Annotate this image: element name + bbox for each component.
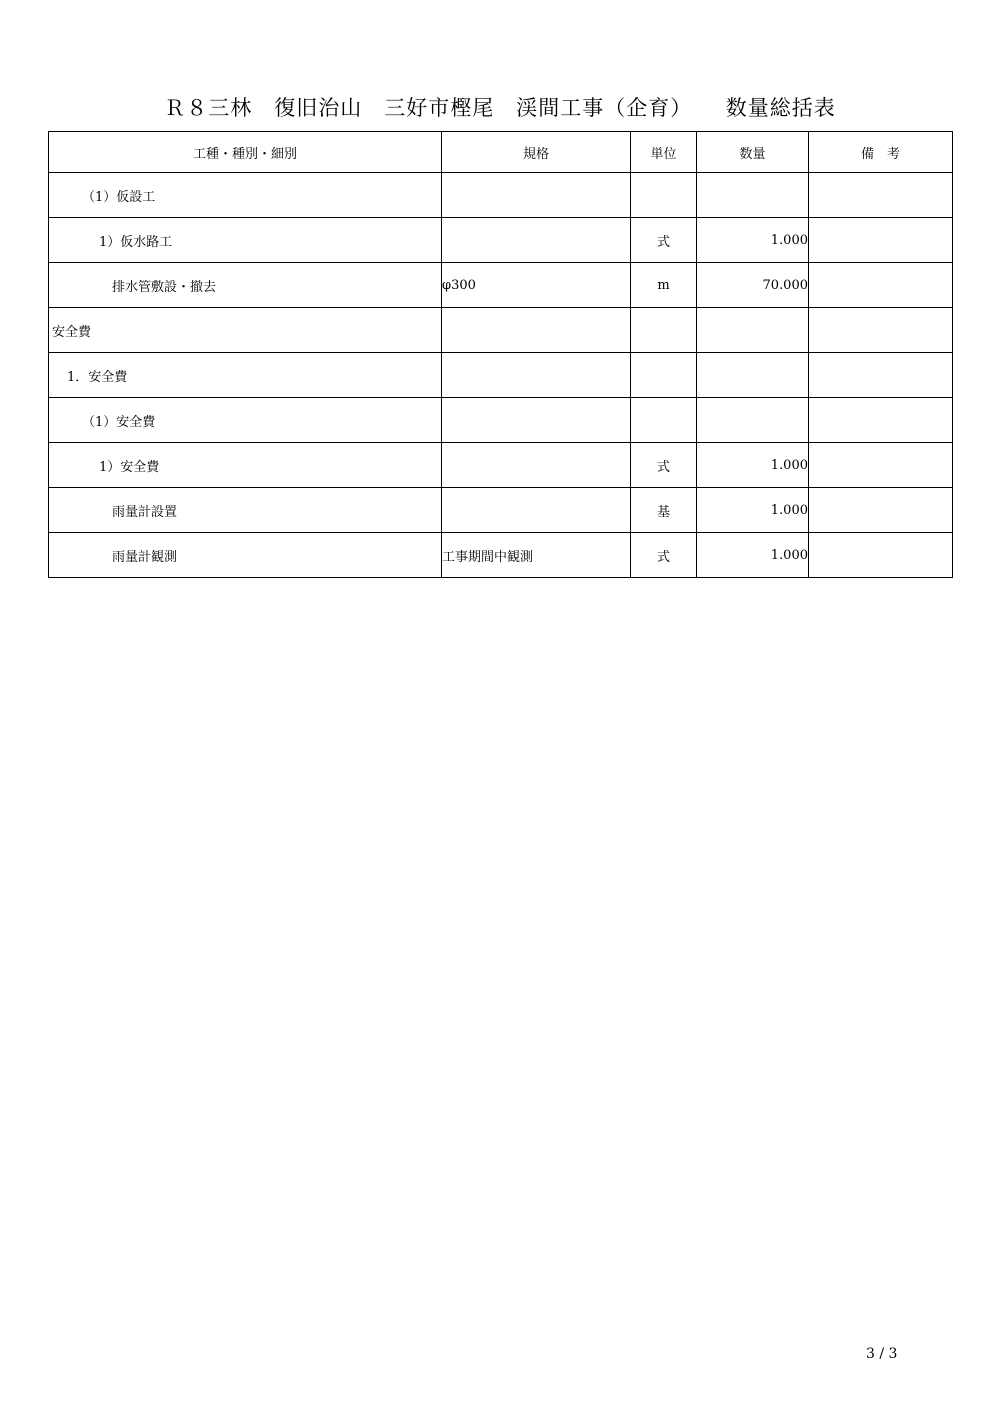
cell-unit xyxy=(631,173,697,218)
cell-note xyxy=(809,263,953,308)
cell-unit xyxy=(631,353,697,398)
table-row xyxy=(49,308,953,353)
cell-name: 雨量計観測 xyxy=(49,533,442,578)
cell-qty: 1.000 xyxy=(697,533,809,578)
cell-unit: 式 xyxy=(631,443,697,488)
cell-name: 雨量計設置 xyxy=(49,488,442,533)
cell-name: 1．安全費 xyxy=(49,353,442,398)
cell-note xyxy=(809,173,953,218)
cell-spec xyxy=(442,398,631,443)
cell-qty: 1.000 xyxy=(697,218,809,263)
cell-unit: 式 xyxy=(631,218,697,263)
table-body xyxy=(49,173,953,578)
quantity-summary-table xyxy=(48,131,953,578)
cell-unit xyxy=(631,398,697,443)
cell-spec xyxy=(442,443,631,488)
table-row xyxy=(49,218,953,263)
cell-name: 安全費 xyxy=(49,308,442,353)
cell-qty: 1.000 xyxy=(697,443,809,488)
cell-name: 1）安全費 xyxy=(49,443,442,488)
cell-unit xyxy=(631,308,697,353)
header-unit: 単位 xyxy=(631,132,697,173)
cell-spec xyxy=(442,488,631,533)
cell-unit: m xyxy=(631,263,697,308)
page-number: 3 / 3 xyxy=(866,1346,898,1362)
table-row xyxy=(49,353,953,398)
cell-note xyxy=(809,308,953,353)
table-row xyxy=(49,398,953,443)
document-title: Ｒ８三林 復旧治山 三好市樫尾 渓間工事（企育） 数量総括表 xyxy=(164,96,836,120)
cell-unit: 基 xyxy=(631,488,697,533)
cell-note xyxy=(809,488,953,533)
table-row xyxy=(49,443,953,488)
header-spec: 規格 xyxy=(442,132,631,173)
cell-qty xyxy=(697,353,809,398)
cell-qty xyxy=(697,308,809,353)
cell-note xyxy=(809,398,953,443)
cell-spec xyxy=(442,308,631,353)
table-row xyxy=(49,173,953,218)
cell-note xyxy=(809,218,953,263)
cell-name: 排水管敷設・撤去 xyxy=(49,263,442,308)
cell-name: 1）仮水路工 xyxy=(49,218,442,263)
table-row xyxy=(49,533,953,578)
header-name: 工種・種別・細別 xyxy=(49,132,442,173)
cell-qty: 1.000 xyxy=(697,488,809,533)
cell-qty xyxy=(697,173,809,218)
cell-spec xyxy=(442,353,631,398)
cell-spec: 工事期間中観測 xyxy=(442,533,631,578)
table-header-row xyxy=(49,132,953,173)
table-row xyxy=(49,488,953,533)
cell-note xyxy=(809,533,953,578)
table-row xyxy=(49,263,953,308)
cell-name: （1）安全費 xyxy=(49,398,442,443)
header-qty: 数量 xyxy=(697,132,809,173)
cell-note xyxy=(809,353,953,398)
cell-name: （1）仮設工 xyxy=(49,173,442,218)
header-note: 備 考 xyxy=(809,132,953,173)
cell-qty: 70.000 xyxy=(697,263,809,308)
cell-spec: φ300 xyxy=(442,263,631,308)
cell-note xyxy=(809,443,953,488)
cell-spec xyxy=(442,173,631,218)
cell-spec xyxy=(442,218,631,263)
cell-unit: 式 xyxy=(631,533,697,578)
cell-qty xyxy=(697,398,809,443)
